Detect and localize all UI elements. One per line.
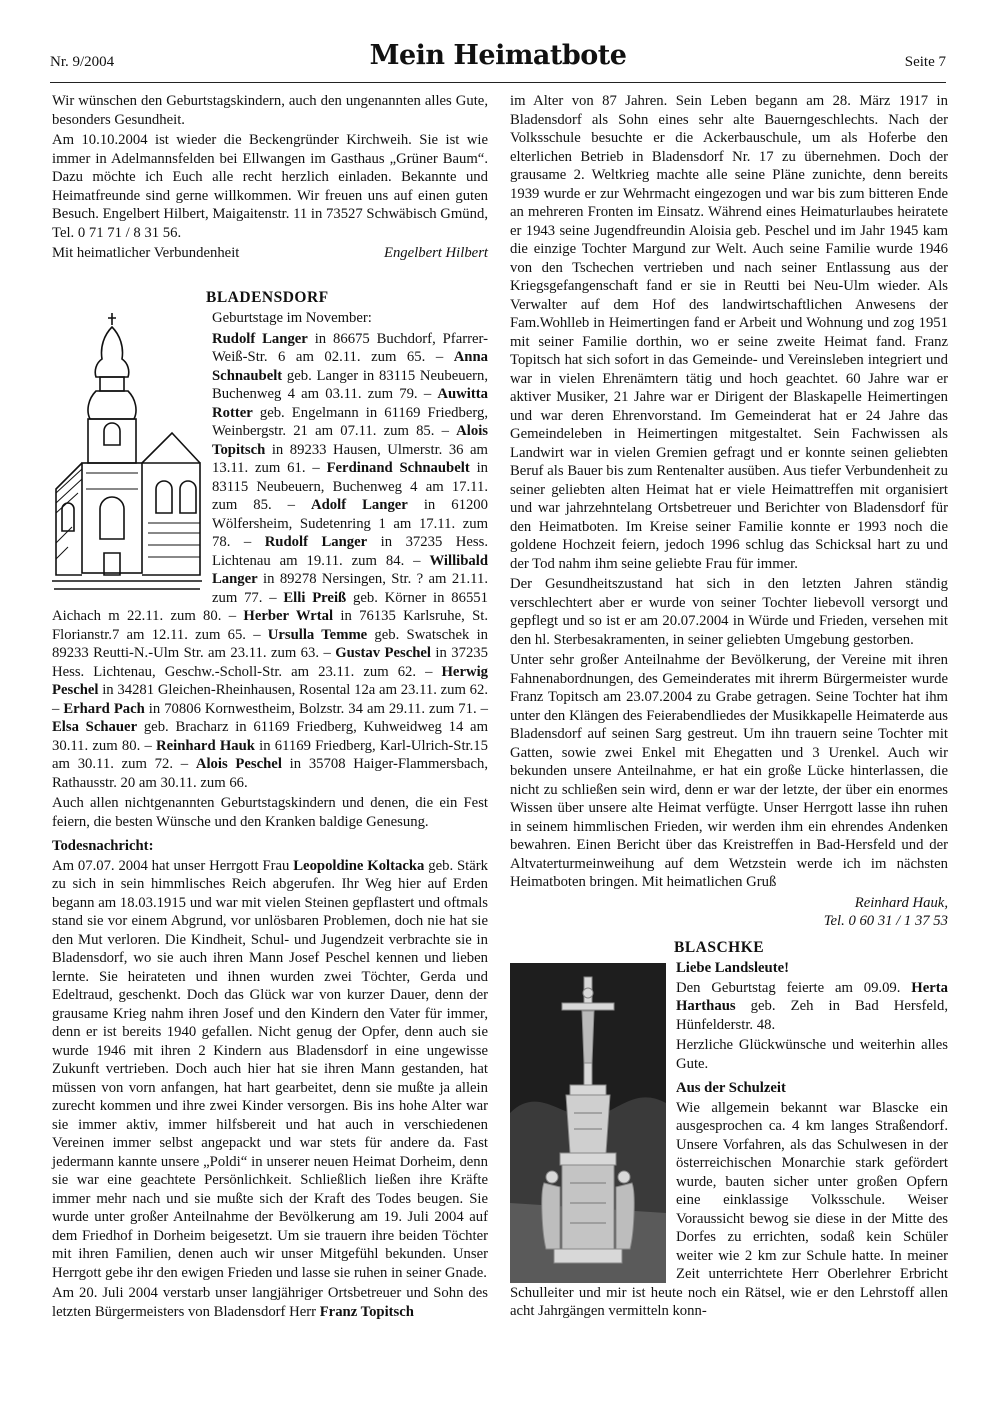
wayside-cross-photo — [510, 963, 666, 1283]
signature-name: Reinhard Hauk, — [854, 894, 948, 911]
birthday-name: Rudolf Langer — [212, 330, 308, 347]
birthday-name: Gustav Peschel — [335, 645, 432, 661]
left-column — [52, 92, 488, 1323]
issue-number: Nr. 9/2004 — [50, 54, 115, 70]
name-bold: Leopoldine Koltacka — [293, 857, 425, 874]
section-title-blaschke: BLASCHKE — [674, 938, 765, 956]
birthday-details: in 34281 Gleichen-Rheinhausen, Rosental 12a am 23.11. zum 62. – — [52, 682, 488, 717]
birthday-name: Rudolf Langer — [264, 534, 368, 550]
birthday-name: Reinhard Hauk — [156, 737, 255, 754]
birthday-details: in 83115 Neubeuern, Buchenweg 4 am 17.11. zum 85. – — [212, 460, 488, 513]
paragraph: Der Gesundheitszustand hat sich in den letzten Jahren ständig verschlechtert aber er wurde von seiner Tochter liebevoll versorgt und gepflegt und so ist er am 20.07.2004 in Würde und Frieden, versehen mit den hl. Sterbesakramenten, in seiner geliebten Umgebung gestorben. — [510, 576, 948, 648]
birthday-name: Adolf Langer — [311, 497, 408, 513]
birthday-details: in 89233 Hausen, Ulmerstr. 36 am 13.11. zum 61. – — [212, 441, 488, 476]
birthday-name: Alois Peschel — [195, 756, 282, 772]
birthday-name: Elsa Schauer — [52, 719, 138, 735]
church-illustration — [52, 313, 202, 603]
greeting-heading: Liebe Landsleute! — [676, 960, 790, 976]
obituary-topitsch-start — [52, 1284, 488, 1321]
birthday-details: in 37235 Hess. Lichtenau am 19.11. zum 84. – — [212, 534, 489, 569]
closing-text: Mit heimatlicher Verbundenheit — [52, 245, 240, 261]
obituary-koltacka — [52, 857, 488, 1283]
right-column — [510, 92, 948, 1323]
birthday-details: in 76135 Karlsruhe, St. Florianstr.7 am 12.11. zum 65. – — [52, 608, 488, 643]
paragraph: Herzliche Glückwünsche und weiterhin alles Gute. — [676, 1037, 948, 1072]
signature: Engelbert Hilbert — [383, 245, 488, 261]
birthday-name: Ferdinand Schnaubelt — [326, 460, 470, 476]
birthday-details: in 70806 Kornwestheim, Bolzstr. 34 am 29.11. zum 71. – — [144, 700, 488, 717]
text-run: geb. Zeh in Bad Hersfeld, Hünfelderstr. 48. — [676, 998, 948, 1033]
birthday-name: Willibald Langer — [212, 552, 488, 587]
blaschke-section — [510, 939, 948, 1321]
birthday-name: Erhard Pach — [63, 700, 145, 717]
section-title-bladensdorf: BLADENSDORF — [206, 288, 329, 306]
birthday-details: geb. Swatschek in 89233 Reutti-N.-Ulm Str. am 23.11. zum 63. – — [52, 626, 488, 661]
birthday-name: Auwitta Rotter — [212, 386, 488, 421]
todes-heading: Todesnachricht: — [52, 838, 154, 854]
paragraph: Unter sehr großer Anteilnahme der Bevölkerung, der Vereine mit ihren Fahnenabordnungen, des Gemeinderates mit ihrerm Bürgermeister wurde Franz Topitsch am 23.07.2004 zu Grabe getragen. Seine Tochter hat ihm unter den Klängen des Feierabendliedes der Musikkapelle Heimaterde aus Bladensdorf auf seinen Sarg gestreut. Um ihn trauern seine Tochter mit Gatten, sowie zwei Enkel mit Ehegatten und 3 Urenkel. Auch wir bekunden unsere Anteilnahme, er hat ein große Lücke hinterlassen, die nicht zu schließen sein wird, denn er war der letzte, der über ein enormes Wissen über unsere alte Heimat verfügte. Unser Herrgott lasse ihn ruhen in seinem himmlischen Frieden, wir werden ihm ein ehrendes Andenken bewahren. Einen Bericht über das Kreistreffen in Bad-Hersfeld und der Altvaterturmeinweihung auf dem Wetzstein werde ich im nächsten Heimatboten bringen. Mit heimatlichen Gruß — [510, 652, 948, 890]
birthday-name: Herber Wrtal — [243, 608, 334, 624]
birthday-name: Ursulla Temme — [267, 626, 368, 643]
birthday-name: Herwig Peschel — [52, 663, 488, 698]
birthday-details: in 37235 Hess. Lichtenau, Geschw.-Scholl-Str. am 23.11. zum 62. – — [52, 645, 488, 680]
birthday-details: geb. Bracharz in 61169 Friedberg, Kuhweidweg 14 am 30.11. zum 80. – — [52, 719, 488, 754]
paragraph: Am 10.10.2004 ist wieder die Beckengründer Kirchweih. Sie ist wie immer in Adelmannsfelden bei Ellwangen im Gasthaus „Grüner Baum“. Dazu möchte ich Euch alle recht herzlich einladen. Bekannte und Heimatfreunde sind gerne willkommen. Wir freuen uns auf einen guten Besuch. Engelbert Hilbert, Maigaitenstr. 11 in 73527 Schwäbisch Gmünd, Tel. 0 71 71 / 8 31 56. — [52, 132, 488, 241]
birthday-name: Elli Preiß — [283, 589, 347, 606]
birthday-name: Alois Topitsch — [212, 423, 488, 458]
section-heading — [206, 289, 488, 308]
birthday-details: in 89278 Nersingen, Str. ? am 21.11. zum 77. – — [212, 571, 488, 606]
name-bold: Franz Topitsch — [319, 1303, 414, 1320]
birthday-details: in 61200 Wölfersheim, Sudetenring 1 am 17.11. zum 78. – — [212, 497, 488, 550]
paragraph: Wir wünschen den Geburtstagskindern, auch den ungenannten alles Gute, besonders Gesundheit. — [52, 93, 488, 128]
schulzeit-heading: Aus der Schulzeit — [676, 1080, 786, 1096]
signature-phone: Tel. 0 60 31 / 1 37 53 — [823, 913, 948, 929]
paragraph: Auch allen nichtgenannten Geburtstagskindern und denen, die ein Fest feiern, die besten Wünsche und den Kranken baldige Genesung. — [52, 795, 488, 830]
page-header — [50, 40, 946, 83]
masthead-title: Mein Heimatbote — [369, 40, 627, 71]
paragraph: im Alter von 87 Jahren. Sein Leben begann am 28. März 1917 in Bladensdorf als Sohn eines sehr alte Bauerngeschlechts. Nach der Volksschule besuchte er die Ackerbauschule, um als Hoferbe den elterlichen Betrieb in Bladensdorf Nr. 17 zu übernehmen. Doch der grausame 2. Weltkrieg machte alle seine Pläne zunichte, denn bereits 1939 wurde er zur Wehrmacht eingezogen und war bis zum bitteren Ende an mehreren Fronten im Einsatz. Während eines Heimaturlaubes heiratete er 1943 seine Jugendfreundin Aloisia geb. Peschel und im Jahr 1945 kam die einzige Tochter Margund zur Welt. Auch seine Familie wurde 1946 von den Tschechen vertrieben und nach seiner Entlassung aus der Kriegsgefangenschaft fand er sie in Reutti bei Neu-Ulm wieder. Als Verwalter auf dem Hof des landwirtschaftlichen Anwesens der Fam.Wohlleb in Heimertingen fand er Arbeit und Wohnung und zog 1951 mit seiner Familie dorthin, wo er seine zweite Heimat fand. Franz Topitsch hat sich sofort in das Gemeinde- und Vereinsleben integriert und war in vielen Ehrenämtern tätig und hoch geachtet. 60 Jahre war er aktiver Musiker, 21 Jahre war er Dirigent der Blaskapelle Heimertingen und war deren Ehrenvorstand. Im Gemeinderat hat er 24 Jahre das Gemeindeleben in Heimertingen mitgestaltet. Sein Fachwissen als Landwirt war in vielen Gremien gefragt und er konnte seinen geliebten Beruf als Bauer bis zum Rentenalter ausüben. Aus tiefer Verbundenheit zu seiner geliebten alten Heimat hat er viele Heimattreffen mit organisiert und war jahrzehntelang Ortsbetreuer und Berichter von Bladensdorf für den Heimatboten. Im Kreise seiner Familie konnte er 1993 noch die goldene Hochzeit feiern, jedoch 1996 schlug das Schicksal hart zu und der Tod nahm ihm seine geliebte Frau für immer. — [510, 93, 948, 572]
text-run: Am 07.07. 2004 hat unser Herrgott Frau — [52, 857, 294, 874]
name-bold: Herta Harthaus — [676, 979, 948, 1014]
text-run: Am 20. Juli 2004 verstarb unser langjähriger Ortsbetreuer und Sohn des letzten Bürgermeisters von Bladensdorf Herr — [52, 1285, 488, 1320]
text-run: geb. Stärk zu sich in sein himmlisches Reich abgerufen. Ihr Weg hier auf Erden begann am 18.03.1915 und war mit vielen Steinen gepflastert und oftmals stand sie vor einem Abgrund, vor unlösbaren Problemen, doch nie hat sie den Mut verloren. Die Kindheit, Schul- und Jugendzeit verbrachte sie in Bladensdorf, wo sie auch ihren Mann Josef Peschel kennen und lieben lernte. Sie heirateten und ihnen wurden zwei Töchter, Gerda und Edeltraud, geschenkt. Doch das Glück war von kurzer Dauer, denn der grausame Krieg nahm ihren Josef und den Kindern den Vater für immer, denn er ist bereits 1940 gefallen. Nicht genug der Opfer, denn auch sie wurde 1946 mit ihren 2 Kindern aus Bladensdorf in eine ungewisse Zukunft vertrieben. Doch auch hier hat sie ihren Mann gestanden, hat müssen von vorn anfangen, hat hart gearbeitet, denn sie mußte ja allein zurecht kommen und ihre zwei Kinder versorgen. Bis ins hohe Alter war sie immer aktiv, immer hilfsbereit und hat auch in verschiedenen Vereinen immer selbst angepackt und war stets für andere da. Fast jedermann kannte unsere „Poldi“ in unserer neuen Heimat Dorheim, denn sie war eine geachtete Persönlichkeit. Schließlich ließen ihre Kräfte immer mehr nach und sie mußte sich der Kraft des Todes beugen. Sie wurde unter großer Anteilnahme der Bevölkerung am 19. Juli 2004 auf dem Friedhof in Dorheim beigesetzt. Um sie trauern ihre beiden Töchter mit ihren Familien, denen auch wir unser Mitgefühl bekunden. Unser Herrgott gebe ihr den ewigen Frieden und lasse sie ruhen in seiner Gnade. — [52, 857, 488, 1281]
birthday-details: geb. Engelmann in 61169 Friedberg, Weinbergstr. 21 am 07.11. zum 85. – — [212, 404, 488, 439]
paragraph: Wie allgemein bekannt war Blascke ein ausgesprochen ca. 4 km langes Straßendorf. Unsere Vorfahren, als das Schulwesen in der österreichischen Monarchie stark gefördert wurde, bauten sicher unter großen Opfern eine einklassige Volksschule. Weiser Voraussicht bewog sie diese in der Mitte des Dorfes zu errichten, sodaß kein Schüler weiter wie 2 km zur Schule hatte. In meiner Zeit unterrichtete Herr Oberlehrer Erbricht Schulleiter und mir ist heute noch ein Rätsel, wie er den Lehrstoff allen acht Jahrgängen vermitteln konn- — [510, 1099, 948, 1319]
text-run: Den Geburtstag feierte am 09.09. — [676, 979, 912, 996]
birthday-details: geb. Langer in 83115 Neubeuern, Buchenweg 4 am 03.11. zum 79. – — [212, 367, 488, 402]
birthday-details: in 61169 Friedberg, Karl-Ulrich-Str.15 am 30.11. zum 72. – — [52, 737, 488, 772]
birthday-details: in 86675 Buchdorf, Pfarrer-Weiß-Str. 6 am 02.11. zum 65. – — [212, 330, 488, 365]
page-number: Seite 7 — [904, 54, 946, 70]
birthday-details: in 35708 Haiger-Flammersbach, Rathausstr. 20 am 30.11. zum 66. — [52, 756, 489, 791]
birthday-name: Anna Schnaubelt — [212, 349, 488, 384]
paragraph-intro: Geburtstage im November: — [212, 310, 372, 326]
birthday-details: geb. Körner in 86551 Aichach m 22.11. zum 80. – — [52, 589, 488, 624]
closing-line — [52, 244, 488, 263]
